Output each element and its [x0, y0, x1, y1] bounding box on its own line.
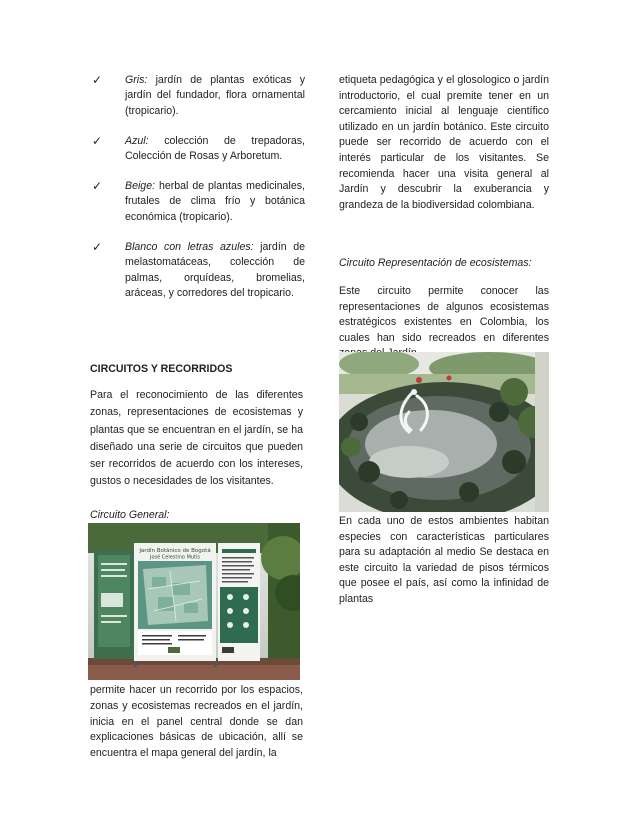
- pond-illustration: [339, 352, 549, 512]
- checkmark-icon: ✓: [92, 240, 103, 254]
- habitat-paragraph: En cada uno de estos ambientes habitan especies con características particulares para su adaptación al medio Se destaca en este circuito la variedad de pisos térmicos que posee el país, así como la infinidad de plantas: [339, 515, 549, 605]
- intro-paragraph: Para el reconocimiento de las diferentes zonas, representaciones de ecosistemas y plantas que se encuentran en el jardín, se ha diseñado una serie de circuitos que pueden ser recorridos de acuerdo con los intereses, gustos o necesidades de los visitantes.: [90, 389, 303, 488]
- bullet-text: Gris: jardín de plantas exóticas y jardín del fundador, flora ornamental (tropicario).: [125, 74, 305, 117]
- general-circuit-paragraph: permite hacer un recorrido por los espacios, zonas y ecosistemas recreados en el jardín, inicia en el panel central donde se dan explicaciones básicas de ubicación, allí se encuentra el mapa general del jardín, la: [90, 684, 303, 760]
- checkmark-icon: ✓: [92, 73, 103, 87]
- continued-paragraph: etiqueta pedagógica y el glosologico o jardín introductorio, el cual premite tener en un cercamiento inicial al lenguaje científico utilizado en un jardín botánico. Este circuito puede ser recorrido de acuerdo con el interés particular de los visitantes. Se recomienda hacer una visita general al Jardín y descubrir la exuberancia y grandeza de la biodiversidad colombiana.: [339, 74, 549, 211]
- bullet-gris: [92, 73, 304, 123]
- section-heading: CIRCUITOS Y RECORRIDOS: [90, 363, 233, 375]
- info-panel-illustration: [88, 523, 300, 680]
- garden-info-panel-photo: [88, 523, 300, 680]
- circuit-ecosystems-title: Circuito Representación de ecosistemas:: [339, 257, 532, 269]
- bullet-text: Blanco con letras azules: jardín de melastomatáceas, colección de palmas, orquídeas, bromelias, aráceas, y corredores del tropicario.: [125, 241, 305, 300]
- bullet-text: Azul: colección de trepadoras, Colección de Rosas y Arboretum.: [125, 135, 305, 163]
- bullet-text: Beige: herbal de plantas medicinales, frutales de clima frío y botánica económica (tropicario).: [125, 180, 305, 223]
- bullet-blanco: [92, 240, 304, 306]
- panel-title-line2: José Celestino Mutis: [149, 554, 201, 561]
- circuit-general-title: Circuito General:: [90, 509, 170, 521]
- ecosystems-paragraph: Este circuito permite conocer las representaciones de algunos ecosistemas estratégicos existentes en Colombia, los cuales han sido recreados en diferentes: [339, 285, 549, 344]
- ecosystem-pond-photo: [339, 352, 549, 512]
- checkmark-icon: ✓: [92, 134, 103, 148]
- panel-title-line1: Jardín Botánico de Bogotá: [139, 548, 211, 554]
- bullet-azul: [92, 134, 304, 168]
- checkmark-icon: ✓: [92, 179, 103, 193]
- bullet-beige: [92, 179, 304, 229]
